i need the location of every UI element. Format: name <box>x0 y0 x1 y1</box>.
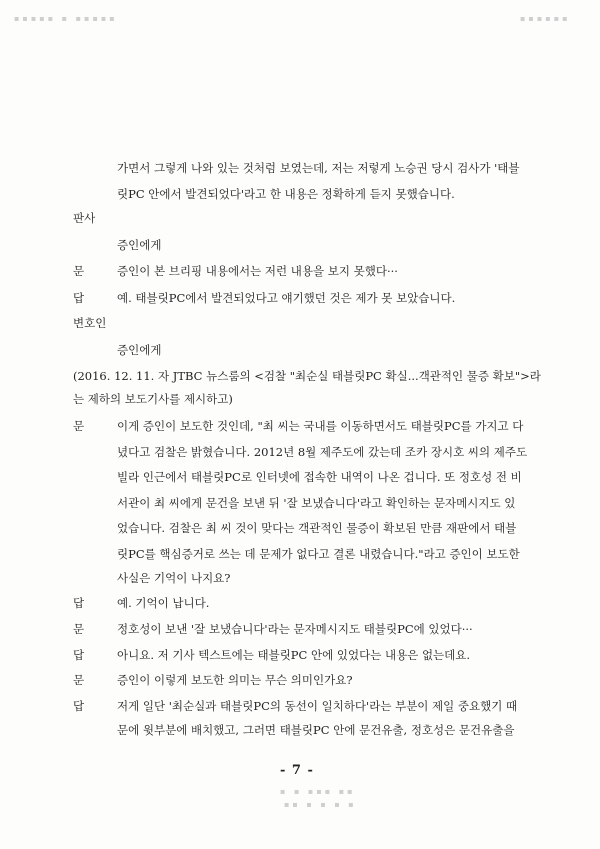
text-line: 서관이 최 씨에게 문건을 보낸 뒤 '잘 보냈습니다'라고 확인하는 문자메시지도 있 <box>117 496 516 510</box>
text-line: 릿PC를 핵심증거로 쓰는 데 문제가 없다고 결론 내렸습니다."라고 증인이 보도한 <box>117 547 520 561</box>
speaker-label: 문 <box>73 622 85 636</box>
speaker-label: 문 <box>73 419 85 433</box>
text-line: 빌라 인근에서 태블릿PC로 인터넷에 접속한 내역이 나온 겁니다. 또 정호성 전 비 <box>117 470 522 484</box>
text-line: 저게 일단 '최순실과 태블릿PC의 동선이 일치하다'라는 부분이 제일 중요했기 때 <box>117 699 518 713</box>
text-line: 정호성이 보낸 '잘 보냈습니다'라는 문자메시지도 태블릿PC에 있었다··· <box>117 622 473 636</box>
text-line: 문에 윗부분에 배치했고, 그러면 태블릿PC 안에 문건유출, 정호성은 문건유출을 <box>117 723 515 737</box>
text-line: 사실은 기억이 나지요? <box>117 571 231 585</box>
text-line: 예. 기억이 납니다. <box>117 596 210 610</box>
text-line: 가면서 그렇게 나와 있는 것처럼 보였는데, 저는 저렇게 노승권 당시 검사가 '태블 <box>117 161 520 175</box>
scan-mark-bottom: ▪ ▪ ▪▪▪ ▪▪ <box>280 787 356 796</box>
text-line: (2016. 12. 11. 자 JTBC 뉴스룸의 <검찰 "최순실 태블릿PC 확실...객관적인 물증 확보">라 <box>73 369 541 383</box>
speaker-label: 판사 <box>73 211 96 225</box>
text-line: 는 제하의 보도기사를 제시하고) <box>73 392 233 406</box>
text-line: 녔다고 검찰은 밝혔습니다. 2012년 8월 제주도에 갔는데 조카 장시호 씨의 제주도 <box>117 445 528 459</box>
speaker-label: 답 <box>73 291 85 305</box>
text-line: 었습니다. 검찰은 최 씨 것이 맞다는 객관적인 물증이 확보된 만큼 재판에서 태블 <box>117 521 517 535</box>
text-line: 릿PC 안에서 발견되었다'라고 한 내용은 정확하게 듣지 못했습니다. <box>117 187 455 201</box>
speaker-label: 답 <box>73 699 85 713</box>
scan-mark-top-left: ▪▪▪▪▪ ▪ ▪▪▪▪▪ <box>14 14 118 23</box>
speaker-label: 답 <box>73 648 85 662</box>
speaker-label: 답 <box>73 596 85 610</box>
speaker-label: 변호인 <box>73 316 107 330</box>
scan-mark-top-right: ▪▪▪▪▪▪ <box>520 14 571 23</box>
text-line: 예. 태블릿PC에서 발견되었다고 얘기했던 것은 제가 못 보았습니다. <box>117 291 456 305</box>
speaker-label: 문 <box>73 264 85 278</box>
text-line: 증인이 이렇게 보도한 의미는 무슨 의미인가요? <box>117 673 353 687</box>
page-number: - 7 - <box>280 763 314 778</box>
text-line: 이게 증인이 보도한 것인데, "최 씨는 국내를 이동하면서도 태블릿PC를 가지고 다 <box>117 419 524 433</box>
text-line: 아니요. 저 기사 텍스트에는 태블릿PC 안에 있었다는 내용은 없는데요. <box>117 648 471 662</box>
text-line: 증인에게 <box>117 343 162 357</box>
scan-mark-bottom: ▪▪ ▪ ▪ ▪ ▪ <box>284 800 357 809</box>
text-line: 증인에게 <box>117 238 162 252</box>
text-line: 증인이 본 브리핑 내용에서는 저런 내용을 보지 못했다··· <box>117 264 398 278</box>
speaker-label: 문 <box>73 673 85 687</box>
